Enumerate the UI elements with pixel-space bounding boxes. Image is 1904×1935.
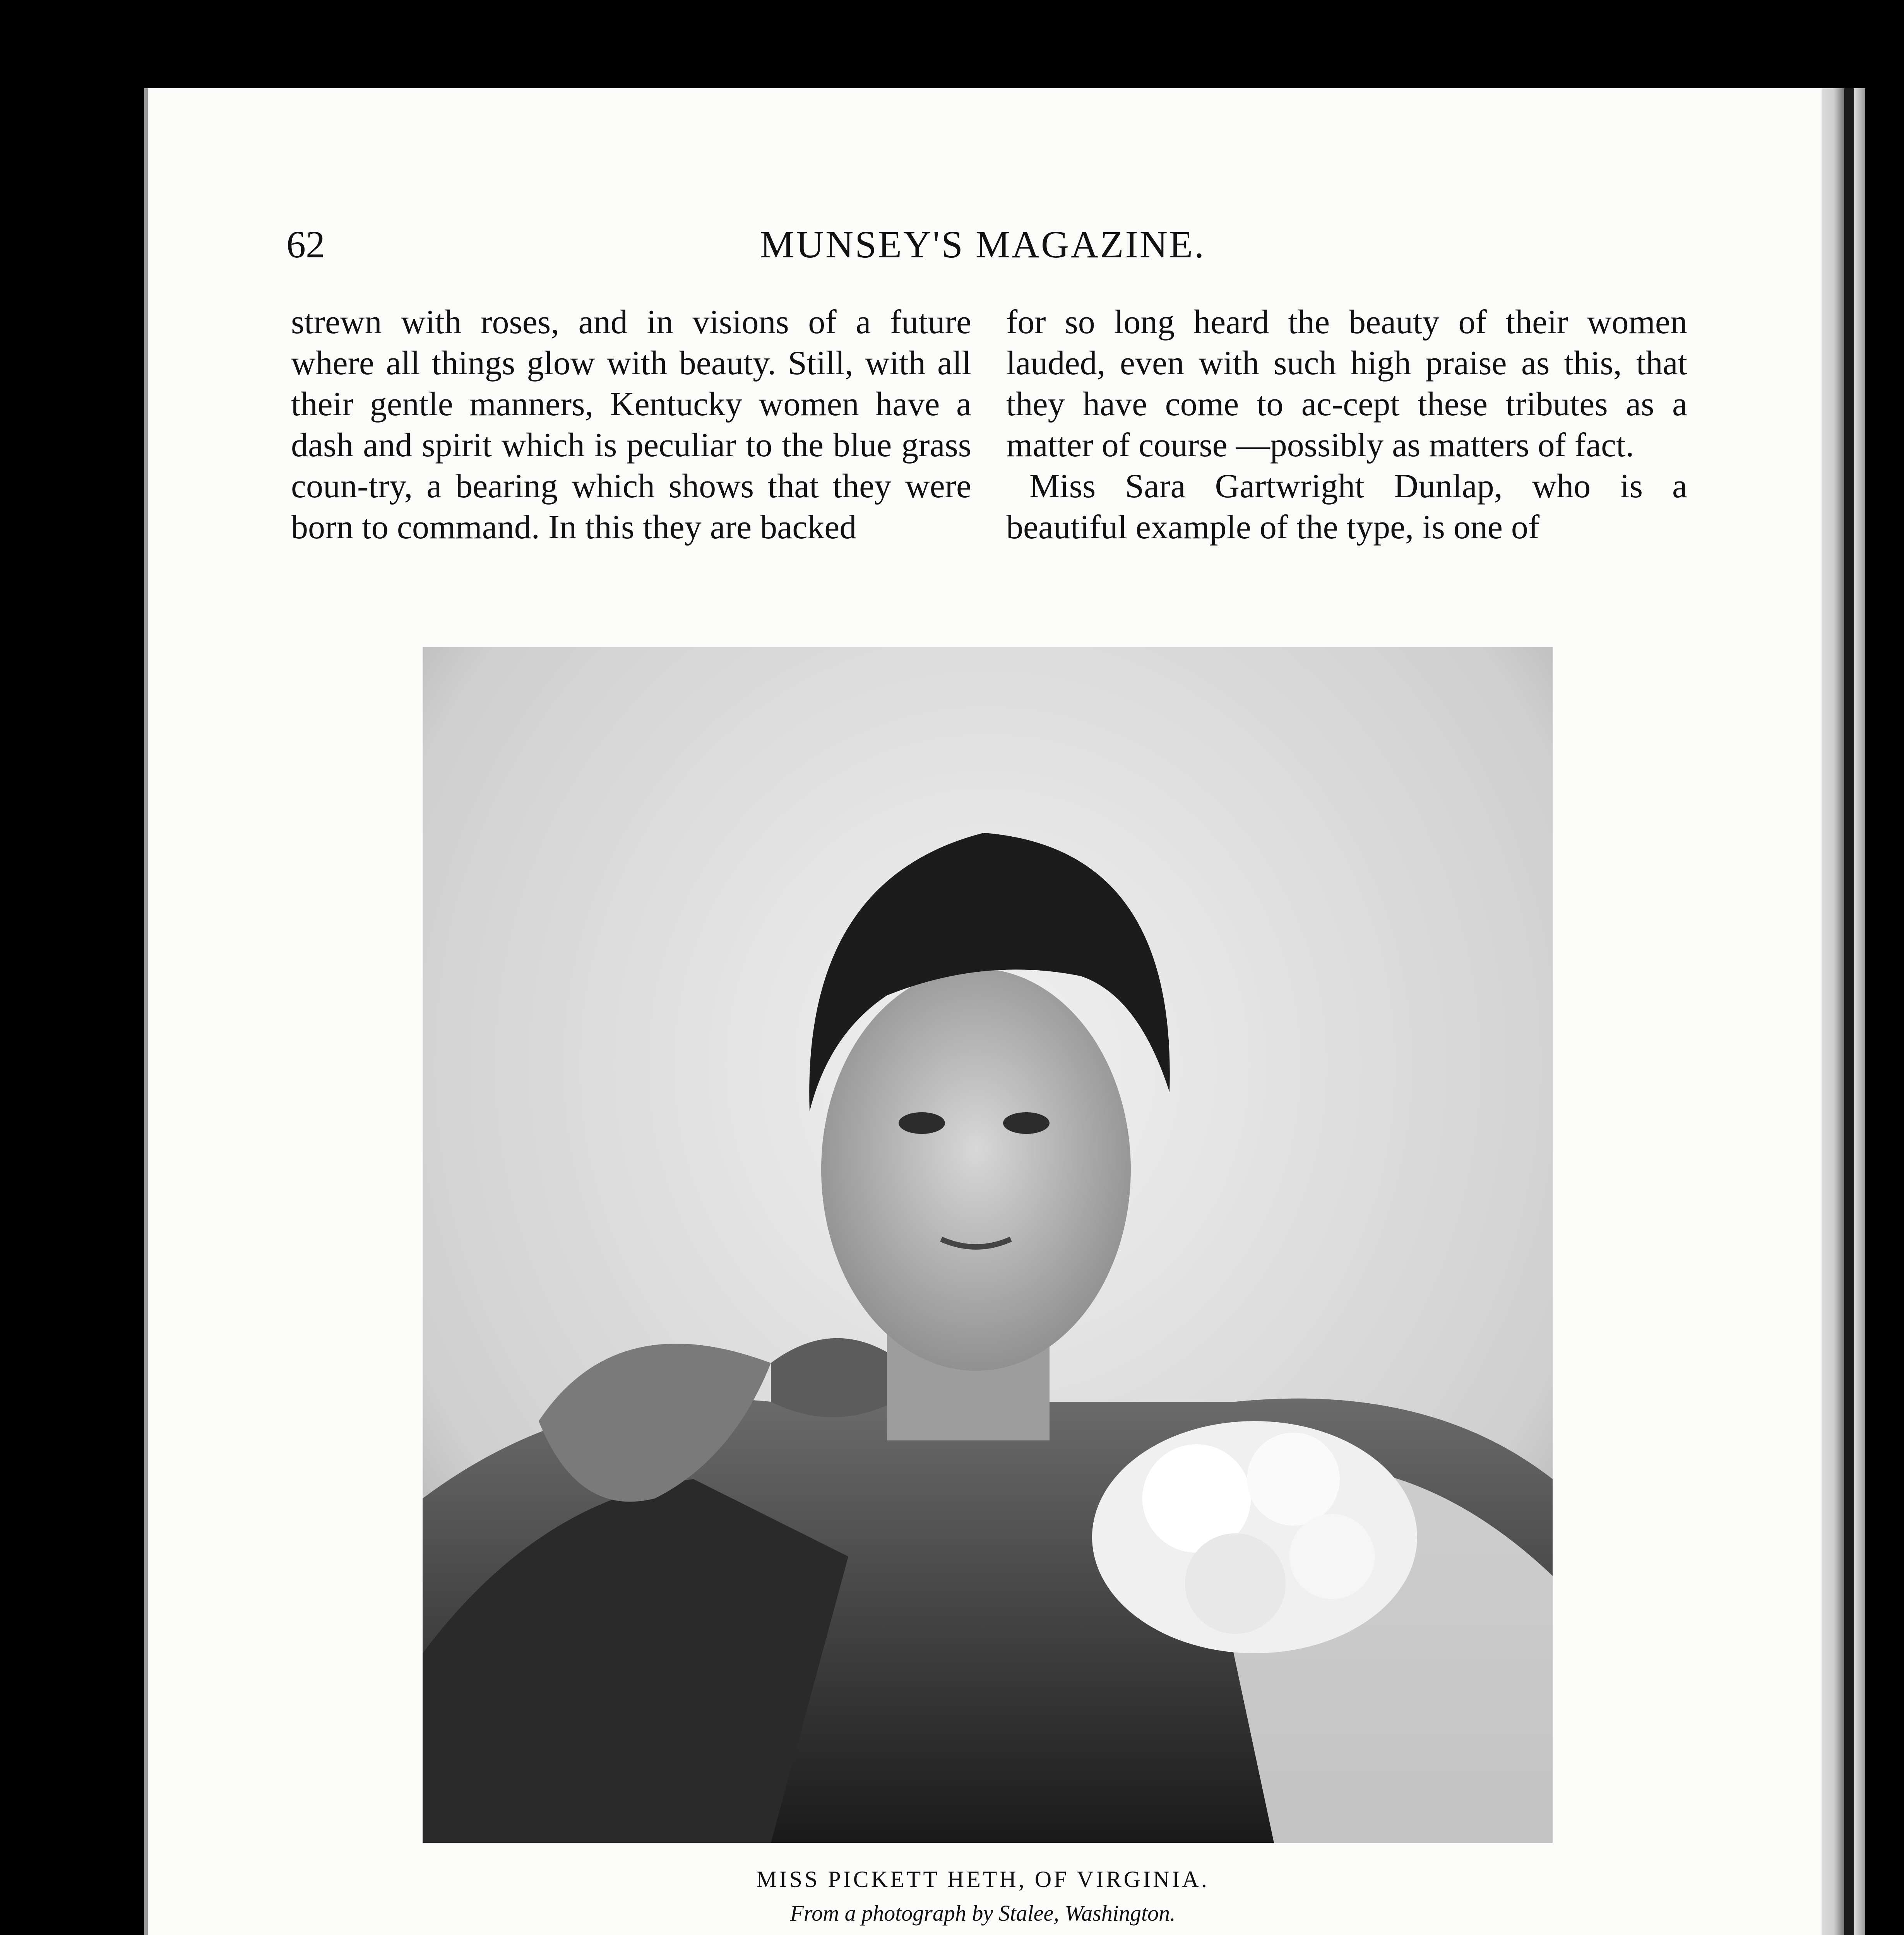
figure-caption: MISS PICKETT HETH, OF VIRGINIA.	[756, 1867, 1209, 1892]
paragraph: Miss Sara Gartwright Dunlap, who is a beautiful example of the type, is one of	[1006, 467, 1687, 546]
figure-credit: From a photograph by Stalee, Washington.	[790, 1901, 1176, 1926]
page-header	[144, 221, 1822, 268]
next-page-edge	[1844, 88, 1854, 1935]
column-left-top	[291, 302, 971, 548]
paragraph: strewn with roses, and in visions of a future where all things glow with beauty. Still, with all their gentle manners, Kentucky women have a dash and spirit which is peculiar to the blue grass coun-try, a bearing which shows that they were born to command. In this they are backed	[291, 303, 971, 546]
paragraph: for so long heard the beauty of their women lauded, even with such high praise as this, that they have come to ac-cept these tributes as a matter of course —possibly as matters of fact.	[1006, 303, 1687, 464]
page-gutter-shadow	[1822, 88, 1844, 1935]
portrait-photograph	[423, 647, 1553, 1843]
next-page-gloss	[1854, 88, 1865, 1935]
running-head: MUNSEY'S MAGAZINE.	[760, 223, 1206, 266]
portrait-illustration	[423, 647, 1553, 1843]
page-number: 62	[286, 223, 325, 266]
column-right-top	[1006, 302, 1687, 548]
